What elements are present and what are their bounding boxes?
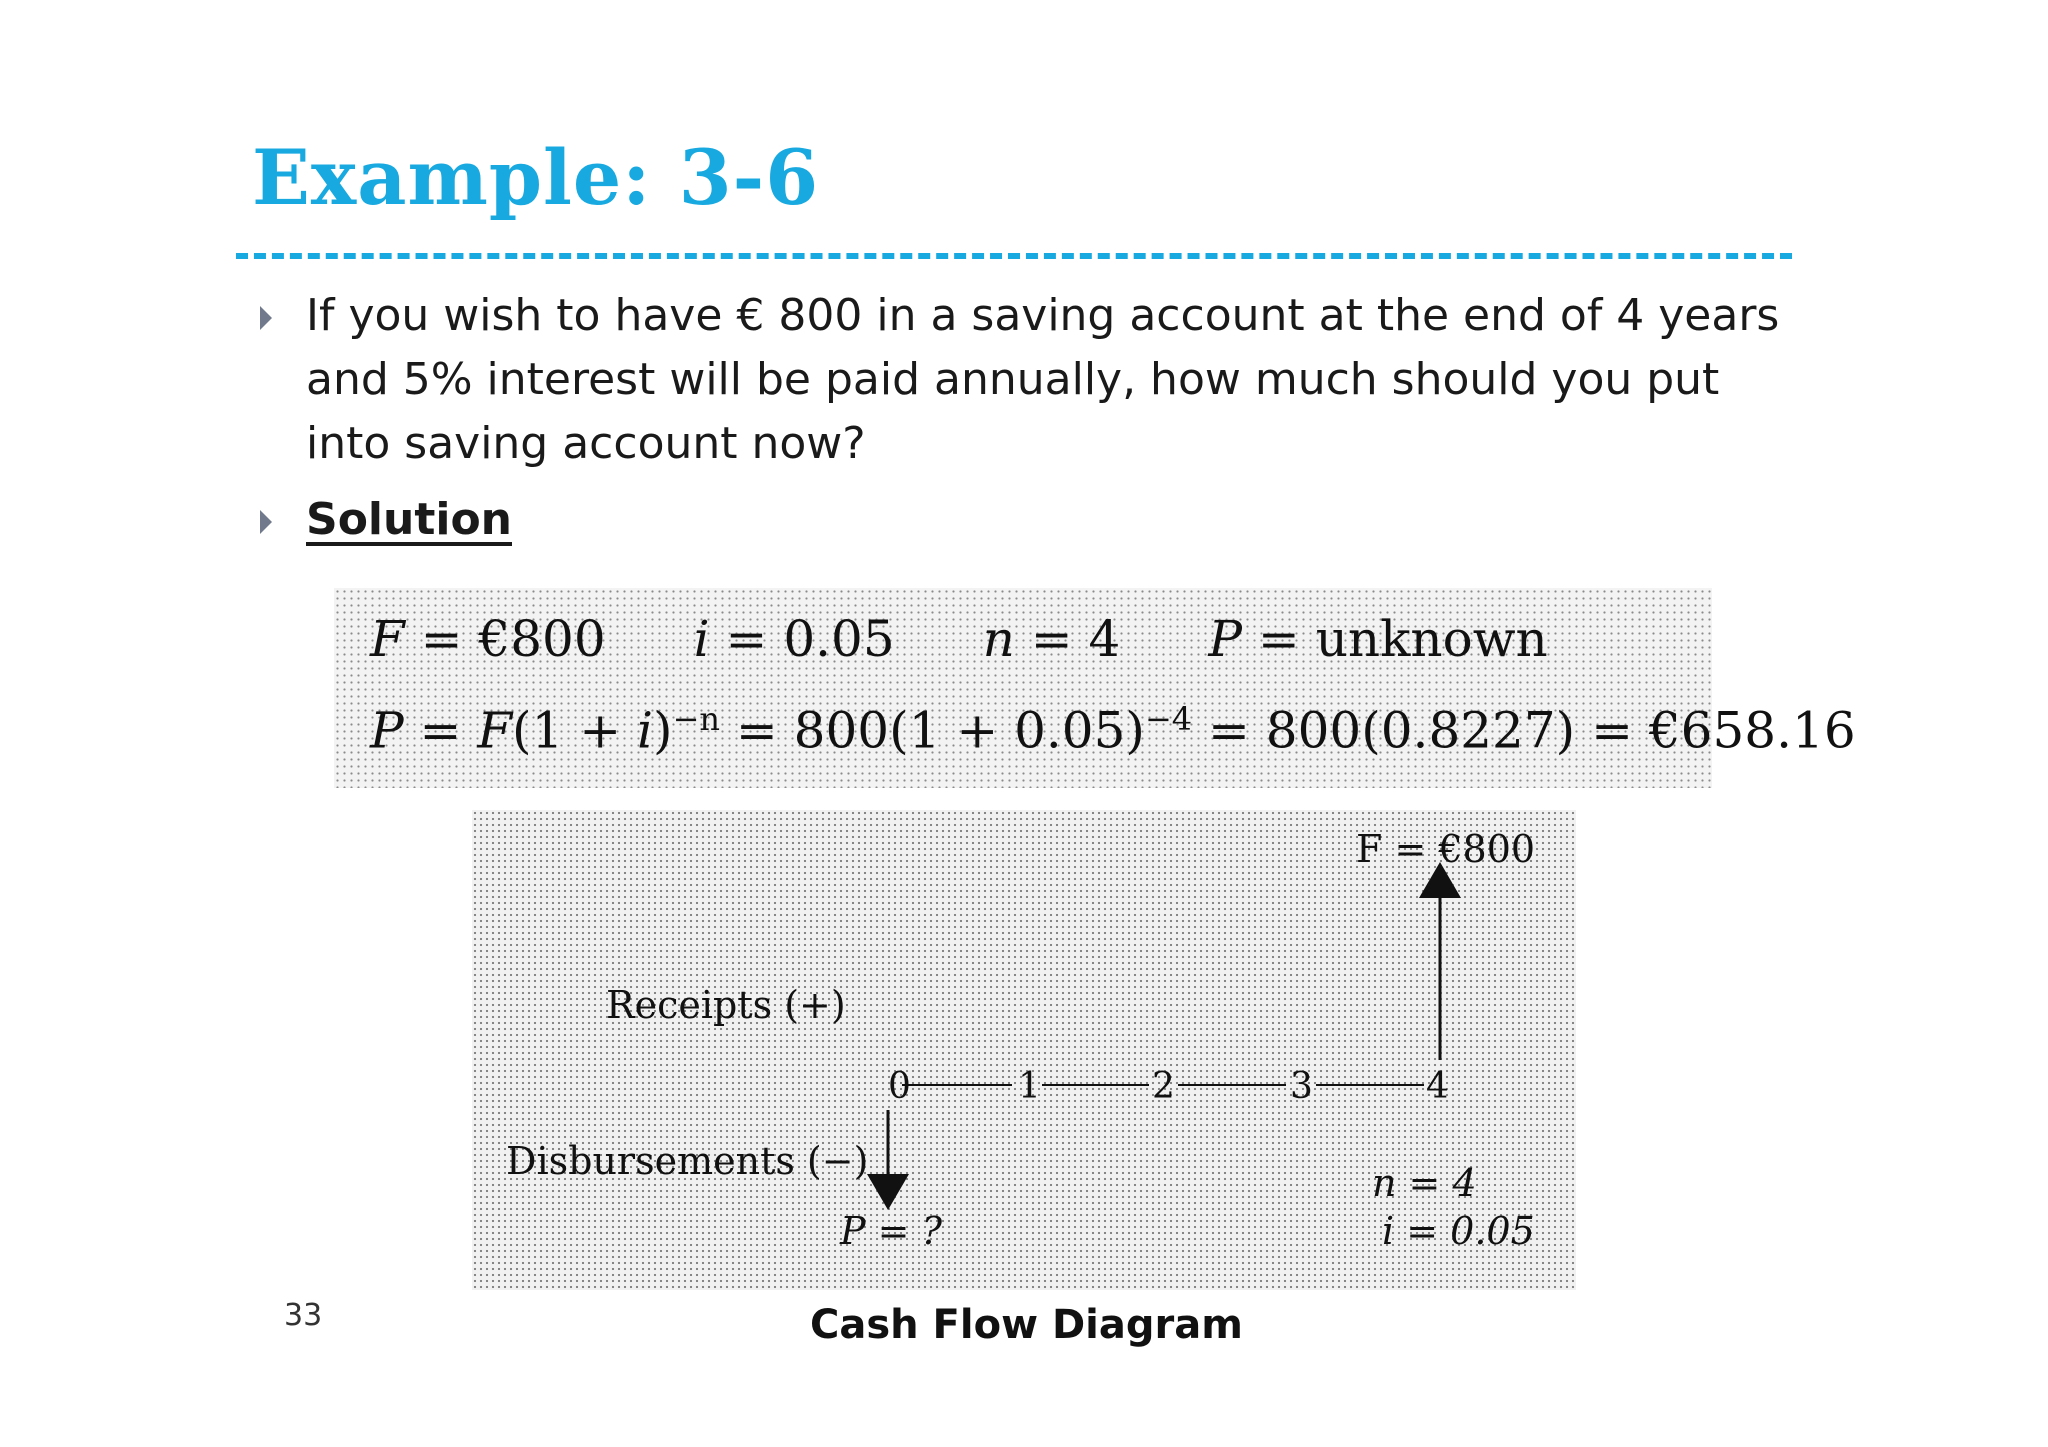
given-values — [370, 610, 1548, 668]
given-n-value: = 4 — [1014, 610, 1121, 668]
given-f-var: F — [370, 610, 405, 668]
given-i-var: i — [693, 610, 710, 668]
solution-heading: Solution — [306, 494, 512, 545]
period-label: 4 — [1426, 1066, 1449, 1107]
eq-f: F — [477, 701, 513, 760]
eq-close: ) — [653, 701, 673, 760]
given-f-value: = €800 — [404, 610, 606, 668]
eq-lhs: P — [370, 701, 404, 760]
eq-exponent-4: −4 — [1144, 700, 1193, 738]
triangle-bullet-icon — [260, 510, 272, 534]
period-label: 0 — [888, 1066, 911, 1107]
given-n-var: n — [982, 610, 1015, 668]
cash-flow-diagram — [472, 810, 1576, 1290]
receipts-label: Receipts (+) — [606, 983, 846, 1027]
eq-i: i — [637, 701, 654, 760]
eq-open: (1 + — [512, 701, 638, 760]
question-text: If you wish to have € 800 in a saving account at the end of 4 years and 5% interest will be paid annually, how much should you put into saving account now? — [306, 290, 1780, 469]
n-label: n = 4 — [1372, 1161, 1477, 1205]
triangle-bullet-icon — [260, 306, 272, 330]
period-label: 3 — [1290, 1066, 1313, 1107]
future-value-label: F = €800 — [1356, 827, 1536, 871]
diagram-caption: Cash Flow Diagram — [810, 1302, 1243, 1348]
eq-exponent-n: −n — [672, 700, 720, 738]
title-divider — [236, 253, 1792, 259]
cash-flow-svg — [472, 810, 1576, 1290]
disbursements-label: Disbursements (−) — [506, 1139, 869, 1183]
period-label: 2 — [1152, 1066, 1175, 1107]
bullet-solution — [306, 488, 1806, 552]
eq-tail: = 800(0.8227) = €658.16 — [1192, 701, 1856, 760]
eq-mid: = 800(1 + 0.05) — [719, 701, 1145, 760]
bullet-question — [306, 284, 1806, 476]
page-number: 33 — [284, 1298, 323, 1333]
period-label: 1 — [1018, 1066, 1041, 1107]
given-p-value: = unknown — [1242, 610, 1548, 668]
eq-equals: = — [403, 701, 478, 760]
given-p-var: P — [1208, 610, 1243, 668]
equation-line — [370, 700, 1856, 760]
present-value-label: P = ? — [840, 1209, 942, 1253]
formula-box — [334, 588, 1856, 788]
given-i-value: = 0.05 — [709, 610, 895, 668]
slide-title: Example: 3-6 — [252, 133, 820, 222]
i-label: i = 0.05 — [1382, 1209, 1535, 1253]
